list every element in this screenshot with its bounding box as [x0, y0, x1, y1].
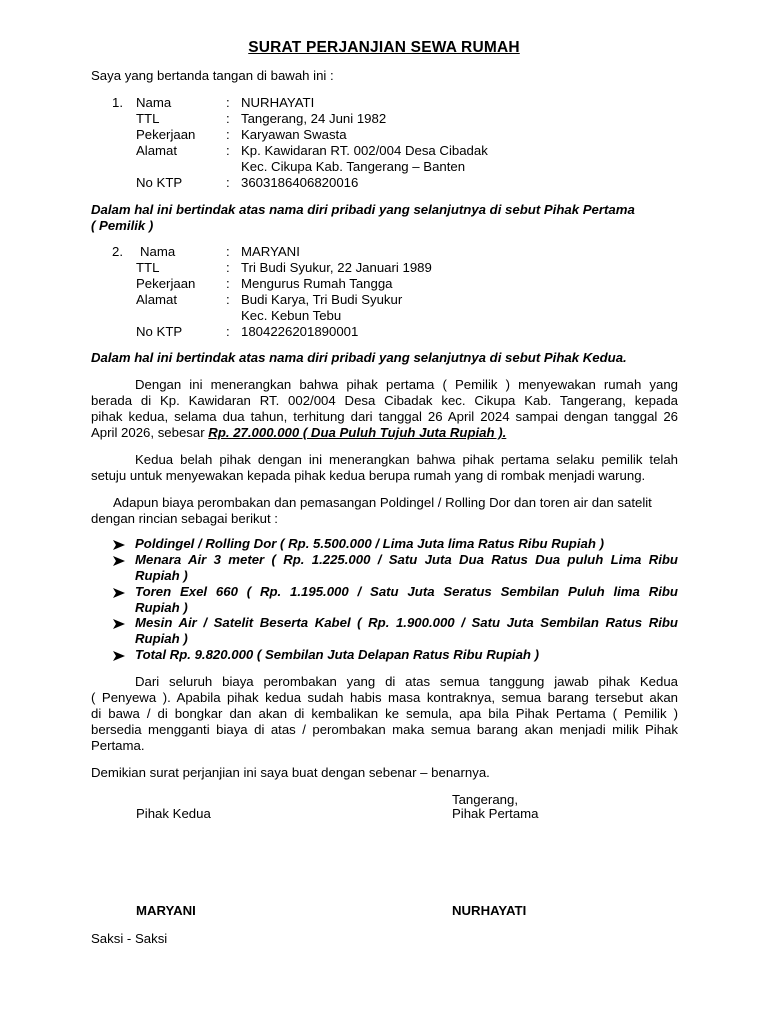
signature-place: Tangerang, — [452, 792, 518, 807]
closing-statement: Demikian surat perjanjian ini saya buat dengan sebenar – benarnya. — [91, 765, 490, 780]
cost-item: Poldingel / Rolling Dor ( Rp. 5.500.000 / Lima Juta lima Ratus Ribu Rupiah ) — [135, 536, 604, 551]
party1-label-noktp: No KTP — [136, 175, 183, 190]
party1-value-nama: NURHAYATI — [241, 95, 315, 110]
paragraph-line: bersedia mengganti biaya di atas / perombakan maka semua barang akan menjadi milik Pihak — [91, 722, 678, 737]
party2-value-pekerjaan: Mengurus Rumah Tangga — [241, 276, 393, 291]
party2-colon: : — [226, 324, 230, 339]
paragraph-line: dengan rincian sebagai berikut : — [91, 511, 278, 526]
party1-value-ttl: Tangerang, 24 Juni 1982 — [241, 111, 387, 126]
party1-label-pekerjaan: Pekerjaan — [136, 127, 196, 142]
party1-statement-line2: ( Pemilik ) — [91, 218, 154, 233]
party2-colon: : — [226, 260, 230, 275]
party1-number: 1. — [112, 95, 123, 110]
party1-colon: : — [226, 175, 230, 190]
arrow-bullet-icon — [113, 619, 125, 629]
cost-item-continued: Rupiah ) — [135, 600, 188, 615]
right-signer-name: NURHAYATI — [452, 903, 527, 918]
arrow-bullet-icon — [113, 651, 125, 661]
arrow-bullet-icon — [113, 556, 125, 566]
paragraph-line: Dari seluruh biaya perombakan yang di atas semua tanggung jawab pihak Kedua — [135, 674, 678, 689]
party2-colon: : — [226, 244, 230, 259]
party1-value-alamat: Kp. Kawidaran RT. 002/004 Desa Cibadak — [241, 143, 488, 158]
party1-colon: : — [226, 143, 230, 158]
arrow-bullet-icon — [113, 588, 125, 598]
arrow-bullet-icon — [113, 540, 125, 550]
party2-label-noktp: No KTP — [136, 324, 183, 339]
paragraph-line: setuju untuk menyewakan kepada pihak kedua berupa rumah yang di rombak menjadi warung. — [91, 468, 646, 483]
paragraph-line: di bawa / di bongkar dan akan di kembalikan ke semula, apa bila Pihak Pertama ( Pemilik ) — [91, 706, 678, 721]
party2-statement: Dalam hal ini bertindak atas nama diri pribadi yang selanjutnya di sebut Pihak Kedua. — [91, 350, 627, 365]
paragraph-line: ( Penyewa ). Apabila pihak kedua sudah habis masa kontraknya, semua barang tersebut akan — [91, 690, 678, 705]
cost-item-total: Total Rp. 9.820.000 ( Sembilan Juta Delapan Ratus Ribu Rupiah ) — [135, 647, 540, 662]
party1-colon: : — [226, 95, 230, 110]
party2-colon: : — [226, 292, 230, 307]
cost-item-continued: Rupiah ) — [135, 631, 188, 646]
left-signer-role: Pihak Kedua — [136, 806, 211, 821]
paragraph-line: Kedua belah pihak dengan ini menerangkan bahwa pihak pertama selaku pemilik telah — [135, 452, 678, 467]
paragraph-line: Adapun biaya perombakan dan pemasangan Poldingel / Rolling Dor dan toren air dan satelit — [113, 495, 652, 510]
paragraph-line: pihak kedua, selama dua tahun, terhitung dari tanggal 26 April 2024 sampai dengan tanggal 26 — [91, 409, 678, 424]
rent-amount: Rp. 27.000.000 ( Dua Puluh Tujuh Juta Rupiah ). — [208, 425, 507, 440]
party1-value-alamat-line2: Kec. Cikupa Kab. Tangerang – Banten — [241, 159, 466, 174]
cost-item-continued: Rupiah ) — [135, 568, 188, 583]
party1-label-ttl: TTL — [136, 111, 160, 126]
party2-value-nama: MARYANI — [241, 244, 300, 259]
paragraph-last-line — [91, 425, 506, 441]
party2-label-ttl: TTL — [136, 260, 160, 275]
party2-value-alamat: Budi Karya, Tri Budi Syukur — [241, 292, 403, 307]
party2-value-ttl: Tri Budi Syukur, 22 Januari 1989 — [241, 260, 432, 275]
party2-label-alamat: Alamat — [136, 292, 178, 307]
party1-value-pekerjaan: Karyawan Swasta — [241, 127, 347, 142]
cost-item: Menara Air 3 meter ( Rp. 1.225.000 / Satu Juta Dua Ratus Dua puluh Lima Ribu — [135, 552, 678, 567]
paragraph-line: Dengan ini menerangkan bahwa pihak pertama ( Pemilik ) menyewakan rumah yang — [135, 377, 678, 392]
party2-value-alamat-line2: Kec. Kebun Tebu — [241, 308, 342, 323]
party2-label-pekerjaan: Pekerjaan — [136, 276, 196, 291]
party1-colon: : — [226, 111, 230, 126]
left-signer-name: MARYANI — [136, 903, 196, 918]
party2-value-noktp: 1804226201890001 — [241, 324, 359, 339]
party2-number: 2. — [112, 244, 123, 259]
cost-item: Toren Exel 660 ( Rp. 1.195.000 / Satu Juta Seratus Sembilan Puluh lima Ribu — [135, 584, 678, 599]
party1-label-alamat: Alamat — [136, 143, 178, 158]
right-signer-role: Pihak Pertama — [452, 806, 539, 821]
intro-text: Saya yang bertanda tangan di bawah ini : — [91, 68, 334, 83]
party1-value-noktp: 3603186406820016 — [241, 175, 359, 190]
party1-statement: Dalam hal ini bertindak atas nama diri pribadi yang selanjutnya di sebut Pihak Pertama — [91, 202, 635, 217]
document-title: SURAT PERJANJIAN SEWA RUMAH — [248, 39, 520, 56]
party1-label-nama: Nama — [136, 95, 172, 110]
party1-colon: : — [226, 127, 230, 142]
party2-colon: : — [226, 276, 230, 291]
party2-label-nama: Nama — [140, 244, 176, 259]
paragraph-line: berada di Kp. Kawidaran RT. 002/004 Desa Cibadak kec. Cikupa Kab. Tangerang, kepada — [91, 393, 678, 408]
witness-label: Saksi - Saksi — [91, 931, 168, 946]
cost-item: Mesin Air / Satelit Beserta Kabel ( Rp. 1.900.000 / Satu Juta Sembilan Ratus Ribu — [135, 615, 678, 630]
paragraph-line: Pertama. — [91, 738, 145, 753]
paragraph-line: April 2026, sebesar — [91, 425, 209, 440]
